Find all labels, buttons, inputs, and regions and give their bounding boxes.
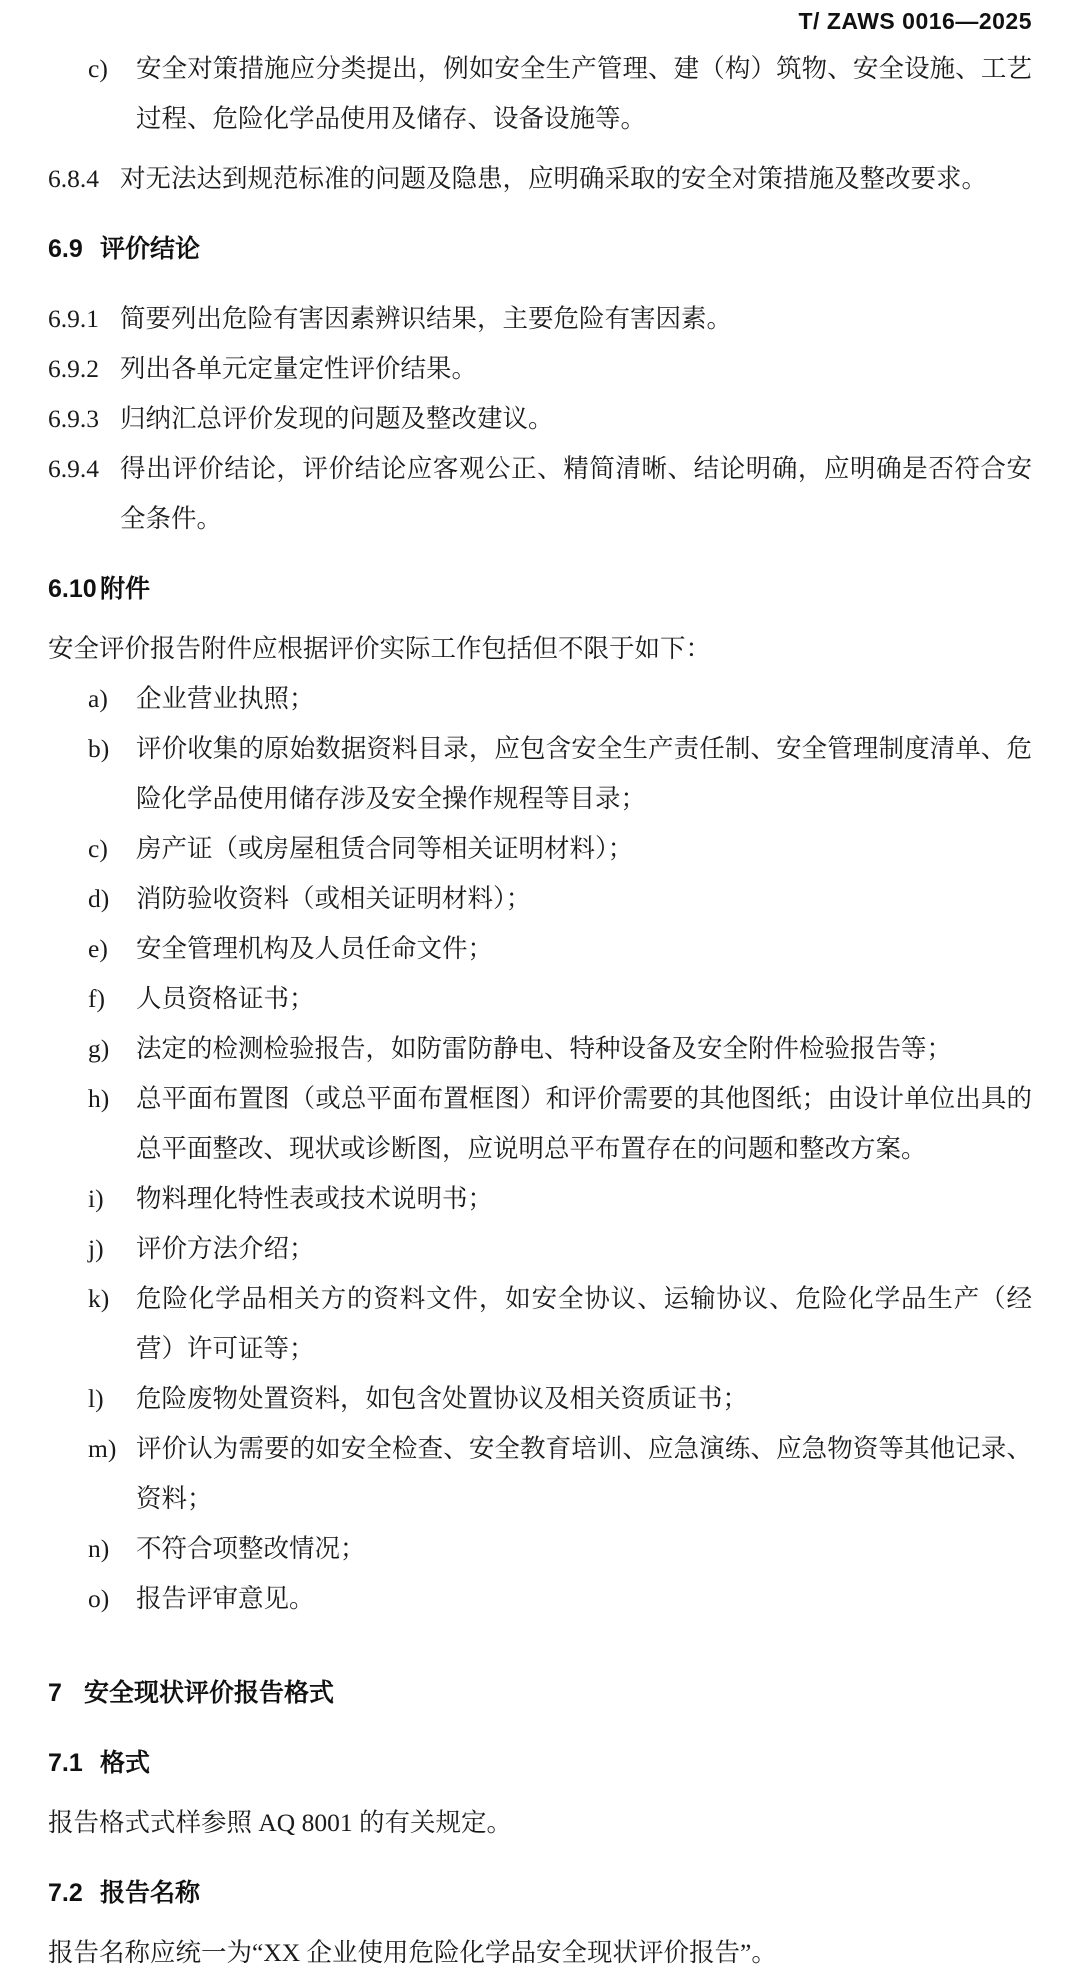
list-marker: n)	[88, 1534, 110, 1563]
list-item-text: 企业营业执照；	[136, 684, 315, 713]
heading-number: 7	[48, 1679, 62, 1707]
spacer	[48, 1624, 1032, 1668]
attachment-list	[48, 674, 1032, 1624]
spacer	[48, 1788, 1032, 1798]
spacer	[48, 544, 1032, 564]
list-marker: j)	[88, 1234, 104, 1263]
spacer	[48, 1918, 1032, 1928]
list-marker: l)	[88, 1384, 104, 1413]
list-item-text: 评价方法介绍；	[136, 1234, 315, 1263]
clause-6-8-4	[48, 154, 1032, 204]
heading-7	[48, 1668, 1032, 1718]
heading-title: 报告名称	[100, 1879, 201, 1907]
spacer	[48, 1718, 1032, 1738]
heading-number: 7.1	[48, 1749, 83, 1777]
list-item-h	[48, 1074, 1032, 1174]
heading-6-9	[48, 224, 1032, 274]
clause-number: 6.9.1	[48, 304, 99, 333]
clause-number: 6.9.3	[48, 404, 99, 433]
paragraph-7-2: 报告名称应统一为“XX 企业使用危险化学品安全现状评价报告”。	[48, 1938, 777, 1967]
spacer	[48, 274, 1032, 294]
list-item-text: 法定的检测检验报告，如防雷防静电、特种设备及安全附件检验报告等；	[136, 1034, 953, 1063]
heading-title: 安全现状评价报告格式	[84, 1679, 335, 1707]
list-item-c	[48, 824, 1032, 874]
spacer	[48, 1848, 1032, 1868]
heading-7-2	[48, 1868, 1032, 1918]
list-item-text: 评价收集的原始数据资料目录，应包含安全生产责任制、安全管理制度清单、危险化学品使用储存涉及安全操作规程等目录；	[136, 734, 1032, 813]
clause-6-9-3	[48, 394, 1032, 444]
list-item-text: 物料理化特性表或技术说明书；	[136, 1184, 494, 1213]
list-item-text: 报告评审意见。	[136, 1584, 315, 1613]
list-item-text: 安全对策措施应分类提出，例如安全生产管理、建（构）筑物、安全设施、工艺过程、危险化学品使用及储存、设备设施等。	[136, 54, 1032, 133]
clause-text: 归纳汇总评价发现的问题及整改建议。	[120, 404, 554, 433]
clause-6-9-4	[48, 444, 1032, 544]
list-item-b	[48, 724, 1032, 824]
list-item-e	[48, 924, 1032, 974]
spacer	[48, 144, 1032, 154]
list-marker: e)	[88, 934, 108, 963]
heading-number: 6.10	[48, 575, 97, 603]
list-marker: c)	[88, 834, 108, 863]
clause-number: 6.8.4	[48, 164, 99, 193]
clause-number: 6.9.4	[48, 454, 99, 483]
list-item-text: 不符合项整改情况；	[136, 1534, 366, 1563]
list-item-text: 危险废物处置资料，如包含处置协议及相关资质证书；	[136, 1384, 749, 1413]
list-marker: c)	[88, 54, 108, 83]
list-item-k	[48, 1274, 1032, 1374]
heading-number: 6.9	[48, 235, 83, 263]
spacer	[48, 204, 1032, 224]
list-item-a	[48, 674, 1032, 724]
clause-6-9-2	[48, 344, 1032, 394]
clause-number: 6.9.2	[48, 354, 99, 383]
attachment-intro-paragraph: 安全评价报告附件应根据评价实际工作包括但不限于如下：	[48, 634, 712, 663]
clause-text: 得出评价结论，评价结论应客观公正、精简清晰、结论明确，应明确是否符合安全条件。	[120, 454, 1032, 533]
heading-title: 格式	[100, 1749, 151, 1777]
list-marker: m)	[88, 1434, 117, 1463]
list-item-j	[48, 1224, 1032, 1274]
list-item-g	[48, 1024, 1032, 1074]
heading-6-10	[48, 564, 1032, 614]
list-item-text: 房产证（或房屋租赁合同等相关证明材料）；	[136, 834, 634, 863]
list-marker: f)	[88, 984, 105, 1013]
list-marker: h)	[88, 1084, 110, 1113]
list-marker: a)	[88, 684, 108, 713]
list-item-text: 安全管理机构及人员任命文件；	[136, 934, 494, 963]
list-item-n	[48, 1524, 1032, 1574]
list-marker: b)	[88, 734, 110, 763]
clause-text: 简要列出危险有害因素辨识结果，主要危险有害因素。	[120, 304, 733, 333]
continued-list	[48, 44, 1032, 144]
paragraph-7-1: 报告格式式样参照 AQ 8001 的有关规定。	[48, 1808, 512, 1837]
list-marker: o)	[88, 1584, 110, 1613]
standard-code: T/ ZAWS 0016—2025	[798, 8, 1032, 34]
page-header	[48, 0, 1032, 44]
clause-6-9-1	[48, 294, 1032, 344]
list-item-i	[48, 1174, 1032, 1224]
list-item-o	[48, 1574, 1032, 1624]
list-item-d	[48, 874, 1032, 924]
heading-number: 7.2	[48, 1879, 83, 1907]
list-item-text: 人员资格证书；	[136, 984, 315, 1013]
list-item-text: 危险化学品相关方的资料文件，如安全协议、运输协议、危险化学品生产（经营）许可证等；	[136, 1284, 1032, 1363]
list-item-text: 评价认为需要的如安全检查、安全教育培训、应急演练、应急物资等其他记录、资料；	[136, 1434, 1032, 1513]
list-marker: i)	[88, 1184, 104, 1213]
list-item-l	[48, 1374, 1032, 1424]
heading-title: 附件	[100, 575, 151, 603]
spacer	[48, 614, 1032, 624]
list-item-m	[48, 1424, 1032, 1524]
list-item-f	[48, 974, 1032, 1024]
list-marker: g)	[88, 1034, 110, 1063]
list-marker: k)	[88, 1284, 110, 1313]
list-item	[48, 44, 1032, 144]
heading-title: 评价结论	[100, 235, 201, 263]
list-item-text: 总平面布置图（或总平面布置框图）和评价需要的其他图纸；由设计单位出具的总平面整改、现状或诊断图，应说明总平布置存在的问题和整改方案。	[136, 1084, 1032, 1163]
clause-text: 对无法达到规范标准的问题及隐患，应明确采取的安全对策措施及整改要求。	[120, 164, 988, 193]
list-marker: d)	[88, 884, 110, 913]
heading-7-1	[48, 1738, 1032, 1788]
clause-text: 列出各单元定量定性评价结果。	[120, 354, 478, 383]
list-item-text: 消防验收资料（或相关证明材料）；	[136, 884, 532, 913]
